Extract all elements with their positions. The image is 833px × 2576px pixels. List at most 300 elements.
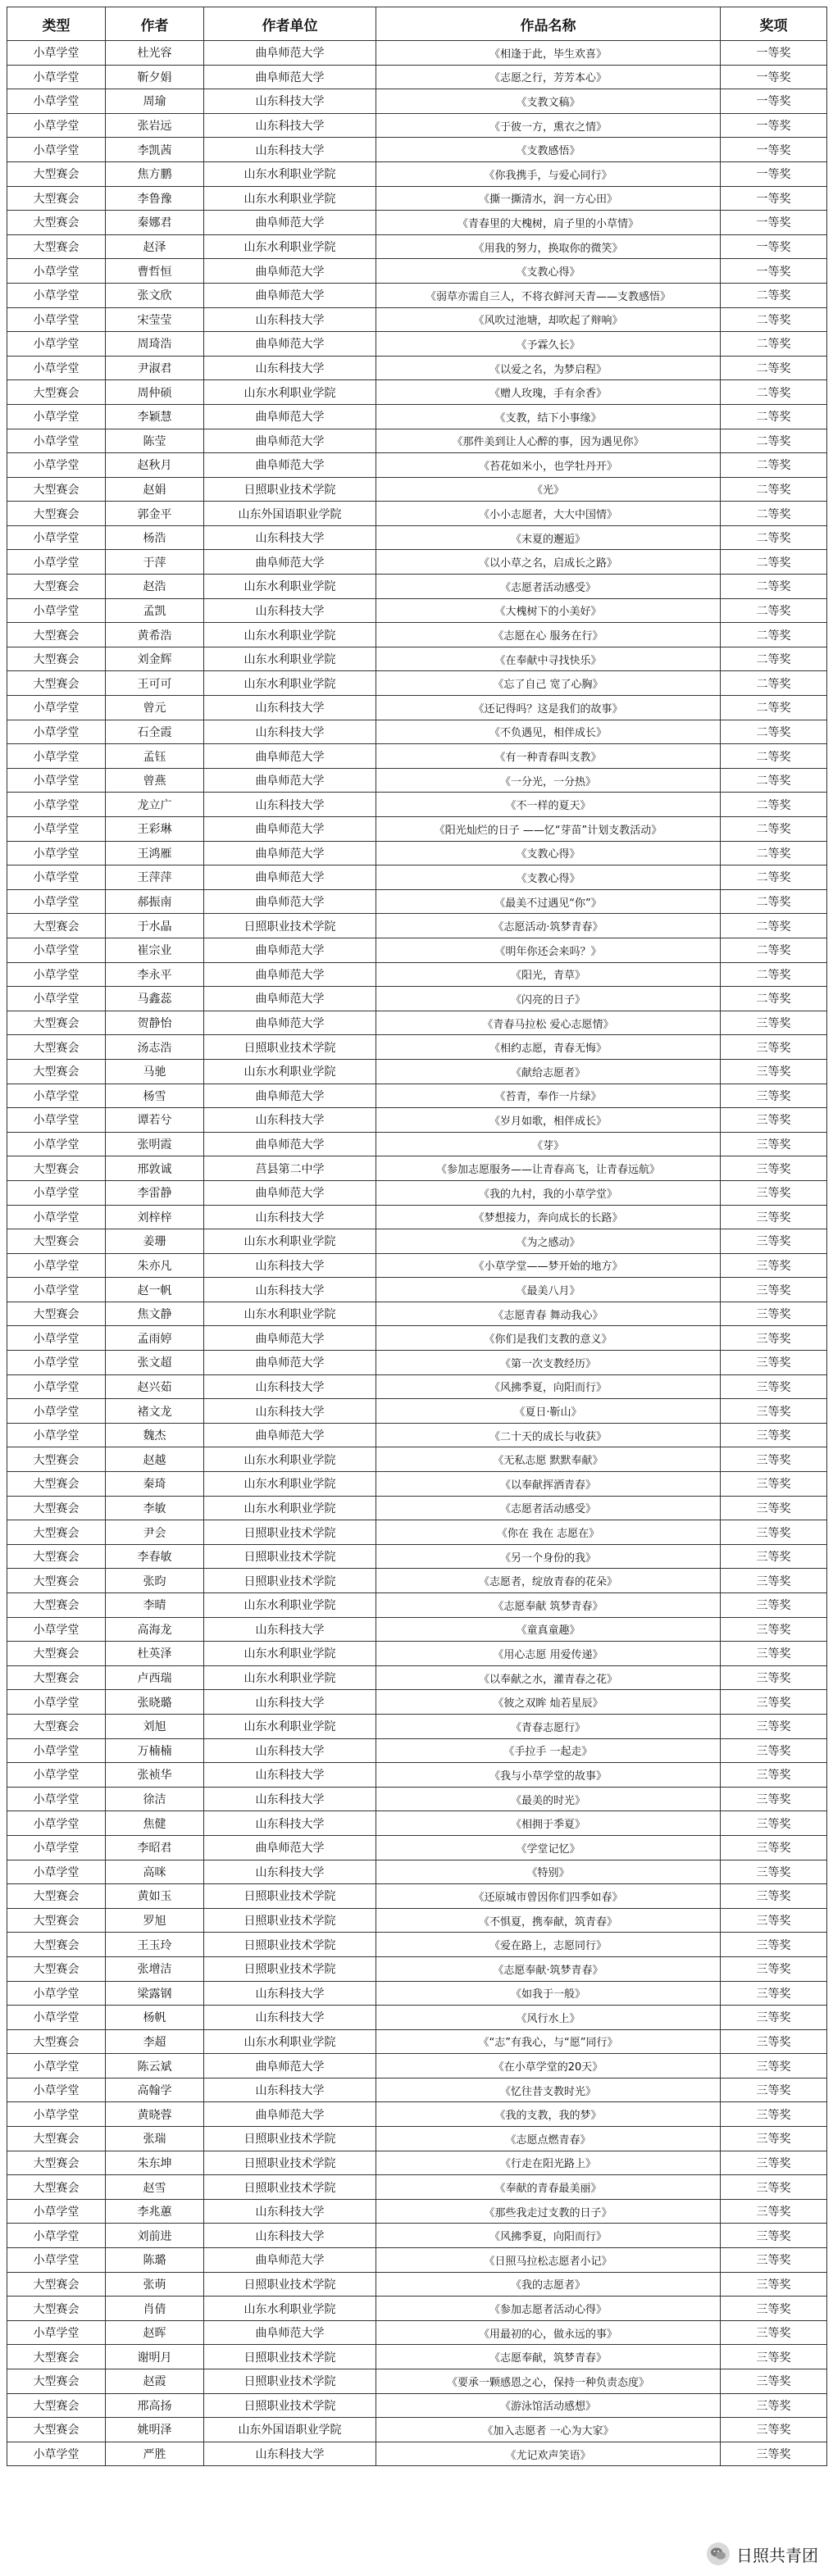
cell-author: 宋莹莹 [106,307,204,332]
cell-unit: 山东水利职业学院 [204,575,376,599]
table-row [7,2078,827,2102]
cell-unit: 山东科技大学 [204,720,376,744]
cell-author: 李敏 [106,1496,204,1520]
cell-author: 王鸿雁 [106,841,204,865]
cell-award: 三等奖 [721,1084,827,1108]
cell-unit: 山东水利职业学院 [204,186,376,211]
cell-type: 小草学堂 [7,1084,106,1108]
table-row [7,744,827,769]
table-row [7,41,827,66]
cell-award: 三等奖 [721,1569,827,1593]
cell-author: 石全霞 [106,720,204,744]
cell-author: 赵越 [106,1447,204,1472]
cell-work: 《我的九村，我的小草学堂》 [376,1180,721,1205]
cell-unit: 山东科技大学 [204,1617,376,1642]
cell-author: 焦文静 [106,1302,204,1326]
cell-author: 周琦浩 [106,332,204,357]
cell-type: 小草学堂 [7,453,106,478]
cell-type: 小草学堂 [7,307,106,332]
cell-author: 曹哲恒 [106,259,204,284]
cell-work: 《另一个身份的我》 [376,1544,721,1569]
cell-award: 三等奖 [721,1180,827,1205]
cell-award: 三等奖 [721,1544,827,1569]
cell-unit: 曲阜师范大学 [204,841,376,865]
cell-work: 《参加志愿者活动心得》 [376,2297,721,2321]
cell-type: 小草学堂 [7,1253,106,1278]
cell-award: 三等奖 [721,1302,827,1326]
cell-unit: 山东科技大学 [204,138,376,162]
cell-unit: 山东水利职业学院 [204,380,376,405]
cell-award: 二等奖 [721,744,827,769]
cell-award: 三等奖 [721,2151,827,2175]
cell-author: 孟雨婷 [106,1326,204,1351]
cell-author: 李颖慧 [106,404,204,429]
cell-type: 大型赛会 [7,914,106,938]
cell-unit: 曲阜师范大学 [204,817,376,842]
cell-award: 一等奖 [721,138,827,162]
cell-author: 谢明月 [106,2345,204,2369]
cell-award: 二等奖 [721,429,827,453]
cell-work: 《志愿活动·筑梦青春》 [376,914,721,938]
cell-work: 《芽》 [376,1132,721,1156]
cell-award: 三等奖 [721,1738,827,1763]
cell-type: 大型赛会 [7,1642,106,1666]
cell-type: 大型赛会 [7,234,106,259]
cell-unit: 日照职业技术学院 [204,2272,376,2297]
cell-unit: 山东科技大学 [204,2006,376,2030]
cell-work: 《赠人玫瑰，手有余香》 [376,380,721,405]
cell-author: 陈莹 [106,429,204,453]
cell-author: 焦健 [106,1811,204,1836]
cell-work: 《支教心得》 [376,841,721,865]
cell-award: 三等奖 [721,2297,827,2321]
cell-unit: 山东科技大学 [204,1738,376,1763]
cell-type: 小草学堂 [7,962,106,987]
cell-award: 三等奖 [721,2078,827,2102]
cell-work: 《支教心得》 [376,259,721,284]
cell-work: 《最美不过遇见“你”》 [376,889,721,914]
cell-unit: 日照职业技术学院 [204,2175,376,2200]
cell-type: 小草学堂 [7,332,106,357]
cell-unit: 山东水利职业学院 [204,1229,376,1254]
cell-type: 大型赛会 [7,502,106,526]
table-row [7,938,827,962]
cell-author: 赵兴茹 [106,1374,204,1399]
cell-type: 小草学堂 [7,1981,106,2006]
cell-author: 李永平 [106,962,204,987]
cell-work: 《游泳馆活动感想》 [376,2393,721,2418]
cell-unit: 山东科技大学 [204,696,376,720]
cell-author: 刘旭 [106,1714,204,1738]
cell-work: 《志愿者活动感受》 [376,575,721,599]
cell-type: 小草学堂 [7,1132,106,1156]
cell-unit: 日照职业技术学院 [204,1884,376,1909]
table-row [7,1423,827,1447]
cell-work: 《在小草学堂的20天》 [376,2054,721,2079]
cell-award: 二等奖 [721,817,827,842]
cell-award: 一等奖 [721,234,827,259]
cell-unit: 山东水利职业学院 [204,1593,376,1618]
table-row [7,2029,827,2054]
table-row [7,647,827,671]
table-row [7,1059,827,1084]
cell-author: 李春敏 [106,1544,204,1569]
cell-award: 二等奖 [721,453,827,478]
table-row [7,696,827,720]
cell-unit: 山东科技大学 [204,2224,376,2248]
cell-unit: 曲阜师范大学 [204,962,376,987]
cell-unit: 山东科技大学 [204,1811,376,1836]
cell-author: 魏杰 [106,1423,204,1447]
cell-type: 大型赛会 [7,2127,106,2151]
cell-unit: 曲阜师范大学 [204,211,376,235]
cell-author: 李超 [106,2029,204,2054]
cell-type: 小草学堂 [7,1787,106,1811]
cell-work: 《如我于一般》 [376,1981,721,2006]
cell-type: 大型赛会 [7,186,106,211]
cell-author: 梁露钢 [106,1981,204,2006]
table-row [7,1326,827,1351]
cell-type: 大型赛会 [7,1156,106,1181]
cell-type: 小草学堂 [7,138,106,162]
table-row [7,623,827,647]
table-row [7,1738,827,1763]
cell-type: 小草学堂 [7,938,106,962]
cell-work: 《支教文稿》 [376,89,721,114]
cell-author: 朱亦凡 [106,1253,204,1278]
page [7,7,826,2466]
cell-author: 王可可 [106,671,204,696]
cell-unit: 山东水利职业学院 [204,1059,376,1084]
cell-unit: 山东水利职业学院 [204,161,376,186]
cell-unit: 山东科技大学 [204,1278,376,1302]
cell-work: 《奉献的青春最美丽》 [376,2175,721,2200]
cell-award: 三等奖 [721,2345,827,2369]
cell-work: 《还原城市曾因你们四季如春》 [376,1884,721,1909]
cell-award: 三等奖 [721,1011,827,1035]
cell-work: 《以奉献之水，灌青春之花》 [376,1665,721,1690]
cell-unit: 日照职业技术学院 [204,1569,376,1593]
cell-type: 小草学堂 [7,259,106,284]
cell-work: 《撕一撕清水，润一方心田》 [376,186,721,211]
cell-unit: 山东水利职业学院 [204,1302,376,1326]
cell-author: 李兆蕙 [106,2199,204,2224]
cell-unit: 山东水利职业学院 [204,1447,376,1472]
cell-work: 《于彼一方，熏衣之情》 [376,113,721,138]
cell-unit: 曲阜师范大学 [204,283,376,307]
cell-unit: 山东水利职业学院 [204,1714,376,1738]
cell-work: 《不惧夏，携奉献，筑青春》 [376,1908,721,1933]
cell-type: 小草学堂 [7,429,106,453]
cell-author: 尹会 [106,1520,204,1545]
cell-type: 大型赛会 [7,2175,106,2200]
cell-author: 姚明泽 [106,2418,204,2442]
cell-award: 二等奖 [721,962,827,987]
cell-author: 高咪 [106,1860,204,1884]
cell-unit: 山东水利职业学院 [204,623,376,647]
table-row [7,1132,827,1156]
cell-type: 小草学堂 [7,768,106,793]
cell-work: 《以奉献挥洒青春》 [376,1472,721,1497]
cell-type: 大型赛会 [7,623,106,647]
cell-work: 《我的支教，我的梦》 [376,2102,721,2127]
cell-unit: 日照职业技术学院 [204,914,376,938]
table-row [7,2369,827,2394]
cell-award: 三等奖 [721,1472,827,1497]
cell-type: 小草学堂 [7,2224,106,2248]
cell-unit: 山东科技大学 [204,1374,376,1399]
table-row [7,283,827,307]
cell-type: 大型赛会 [7,1884,106,1909]
table-row [7,1763,827,1788]
cell-unit: 日照职业技术学院 [204,1520,376,1545]
cell-award: 二等奖 [721,768,827,793]
cell-work: 《支教，结下小事缘》 [376,404,721,429]
cell-award: 三等奖 [721,1229,827,1254]
cell-type: 小草学堂 [7,817,106,842]
cell-author: 张增洁 [106,1956,204,1981]
table-row [7,768,827,793]
cell-type: 小草学堂 [7,1351,106,1375]
cell-award: 二等奖 [721,525,827,550]
cell-author: 张文欣 [106,283,204,307]
cell-work: 《风拂季夏，向阳而行》 [376,2224,721,2248]
cell-type: 小草学堂 [7,1835,106,1860]
cell-work: 《第一次支教经历》 [376,1351,721,1375]
cell-type: 小草学堂 [7,2320,106,2345]
cell-award: 二等奖 [721,914,827,938]
cell-type: 大型赛会 [7,1714,106,1738]
cell-work: 《二十天的成长与收获》 [376,1423,721,1447]
cell-author: 汤志浩 [106,1035,204,1060]
cell-unit: 日照职业技术学院 [204,1933,376,1957]
table-row [7,502,827,526]
table-row [7,1156,827,1181]
table-row [7,65,827,89]
cell-unit: 曲阜师范大学 [204,1423,376,1447]
cell-type: 大型赛会 [7,1908,106,1933]
cell-author: 李鲁豫 [106,186,204,211]
cell-type: 大型赛会 [7,1569,106,1593]
cell-work: 《志愿奉献·筑梦青春》 [376,1956,721,1981]
cell-author: 赵雪 [106,2175,204,2200]
cell-author: 万楠楠 [106,1738,204,1763]
cell-award: 二等奖 [721,550,827,575]
cell-type: 大型赛会 [7,1229,106,1254]
cell-award: 二等奖 [721,671,827,696]
cell-unit: 曲阜师范大学 [204,2054,376,2079]
table-row [7,1860,827,1884]
cell-award: 三等奖 [721,2272,827,2297]
cell-author: 刘金辉 [106,647,204,671]
cell-award: 二等奖 [721,332,827,357]
table-row [7,138,827,162]
cell-unit: 日照职业技术学院 [204,1956,376,1981]
table-row [7,1205,827,1229]
cell-type: 大型赛会 [7,2369,106,2394]
cell-type: 小草学堂 [7,283,106,307]
cell-type: 大型赛会 [7,2345,106,2369]
cell-work: 《小草学堂——梦开始的地方》 [376,1253,721,1278]
cell-award: 三等奖 [721,1520,827,1545]
cell-type: 大型赛会 [7,647,106,671]
cell-type: 大型赛会 [7,575,106,599]
cell-type: 小草学堂 [7,113,106,138]
cell-award: 三等奖 [721,1423,827,1447]
cell-author: 高海龙 [106,1617,204,1642]
cell-author: 孟钰 [106,744,204,769]
header-type: 类型 [7,7,106,41]
table-row [7,259,827,284]
cell-type: 大型赛会 [7,1011,106,1035]
cell-type: 小草学堂 [7,1205,106,1229]
cell-author: 李雷静 [106,1180,204,1205]
cell-unit: 山东水利职业学院 [204,1642,376,1666]
cell-unit: 曲阜师范大学 [204,41,376,66]
table-row [7,2248,827,2273]
table-row [7,1714,827,1738]
cell-award: 三等奖 [721,1981,827,2006]
cell-unit: 曲阜师范大学 [204,889,376,914]
cell-author: 刘梓梓 [106,1205,204,1229]
cell-award: 三等奖 [721,2418,827,2442]
cell-author: 褚文龙 [106,1399,204,1424]
table-row [7,332,827,357]
cell-author: 贺静怡 [106,1011,204,1035]
cell-award: 三等奖 [721,2127,827,2151]
cell-work: 《闪亮的日子》 [376,987,721,1011]
cell-work: 《特别》 [376,1860,721,1884]
cell-author: 杨浩 [106,525,204,550]
table-row [7,550,827,575]
table-row [7,429,827,453]
cell-work: 《阳光，青草》 [376,962,721,987]
cell-author: 郝振南 [106,889,204,914]
cell-work: 《行走在阳光路上》 [376,2151,721,2175]
wechat-icon [707,2542,730,2565]
cell-type: 小草学堂 [7,841,106,865]
cell-unit: 曲阜师范大学 [204,987,376,1011]
table-row [7,1399,827,1424]
cell-unit: 曲阜师范大学 [204,2248,376,2273]
cell-unit: 山东水利职业学院 [204,1472,376,1497]
cell-award: 三等奖 [721,2199,827,2224]
cell-award: 三等奖 [721,1374,827,1399]
table-row [7,2297,827,2321]
cell-author: 孟凯 [106,598,204,623]
table-row [7,1690,827,1715]
cell-unit: 山东科技大学 [204,1690,376,1715]
cell-unit: 曲阜师范大学 [204,65,376,89]
cell-author: 赵晖 [106,2320,204,2345]
cell-unit: 山东水利职业学院 [204,2297,376,2321]
cell-author: 赵秋月 [106,453,204,478]
cell-author: 赵泽 [106,234,204,259]
table-row [7,2418,827,2442]
cell-award: 三等奖 [721,1787,827,1811]
cell-type: 小草学堂 [7,889,106,914]
cell-work: 《我与小草学堂的故事》 [376,1763,721,1788]
cell-author: 杨雪 [106,1084,204,1108]
cell-unit: 山东科技大学 [204,598,376,623]
table-row [7,2224,827,2248]
cell-work: 《为之感动》 [376,1229,721,1254]
cell-award: 三等奖 [721,2248,827,2273]
table-row [7,477,827,502]
cell-unit: 日照职业技术学院 [204,2151,376,2175]
cell-unit: 日照职业技术学院 [204,2345,376,2369]
cell-unit: 山东科技大学 [204,89,376,114]
cell-unit: 曲阜师范大学 [204,2102,376,2127]
cell-author: 邢敦诚 [106,1156,204,1181]
cell-award: 三等奖 [721,1642,827,1666]
cell-author: 尹淑君 [106,356,204,380]
cell-work: 《志愿者，绽放青春的花朵》 [376,1569,721,1593]
cell-type: 小草学堂 [7,1108,106,1133]
cell-work: 《志愿奉献 筑梦青春》 [376,1593,721,1618]
cell-type: 小草学堂 [7,2199,106,2224]
cell-author: 肖倩 [106,2297,204,2321]
table-row [7,356,827,380]
cell-unit: 日照职业技术学院 [204,2127,376,2151]
cell-award: 三等奖 [721,2369,827,2394]
cell-type: 大型赛会 [7,477,106,502]
table-row [7,1108,827,1133]
cell-author: 徐洁 [106,1787,204,1811]
table-row [7,987,827,1011]
cell-author: 谭若兮 [106,1108,204,1133]
cell-unit: 曲阜师范大学 [204,2320,376,2345]
cell-award: 三等奖 [721,2029,827,2054]
table-row [7,1278,827,1302]
cell-author: 张萌 [106,2272,204,2297]
cell-award: 三等奖 [721,1205,827,1229]
cell-work: 《最美的时光》 [376,1787,721,1811]
cell-work: 《你在 我在 志愿在》 [376,1520,721,1545]
cell-award: 一等奖 [721,186,827,211]
cell-work: 《献给志愿者》 [376,1059,721,1084]
table-row [7,598,827,623]
cell-type: 小草学堂 [7,65,106,89]
cell-award: 三等奖 [721,1496,827,1520]
cell-work: 《相约志愿，青春无悔》 [376,1035,721,1060]
cell-author: 周瑜 [106,89,204,114]
cell-work: 《志愿之行，芳芳本心》 [376,65,721,89]
cell-work: 《要承一颗感恩之心，保持一种负责态度》 [376,2369,721,2394]
cell-unit: 日照职业技术学院 [204,2369,376,2394]
table-row [7,161,827,186]
cell-award: 三等奖 [721,1326,827,1351]
table-row [7,1447,827,1472]
header-row [7,7,827,41]
cell-type: 小草学堂 [7,1423,106,1447]
cell-award: 三等奖 [721,1884,827,1909]
cell-unit: 山东科技大学 [204,1108,376,1133]
cell-type: 小草学堂 [7,696,106,720]
cell-award: 三等奖 [721,1399,827,1424]
cell-work: 《最美八月》 [376,1278,721,1302]
cell-work: 《那些我走过支教的日子》 [376,2199,721,2224]
watermark-text: 日照共青团 [736,2545,818,2565]
cell-work: 《在奉献中寻找快乐》 [376,647,721,671]
cell-type: 大型赛会 [7,1035,106,1060]
cell-award: 二等奖 [721,502,827,526]
table-row [7,1180,827,1205]
cell-type: 小草学堂 [7,2102,106,2127]
cell-work: 《爱在路上，志愿同行》 [376,1933,721,1957]
table-row [7,1011,827,1035]
cell-type: 大型赛会 [7,2151,106,2175]
